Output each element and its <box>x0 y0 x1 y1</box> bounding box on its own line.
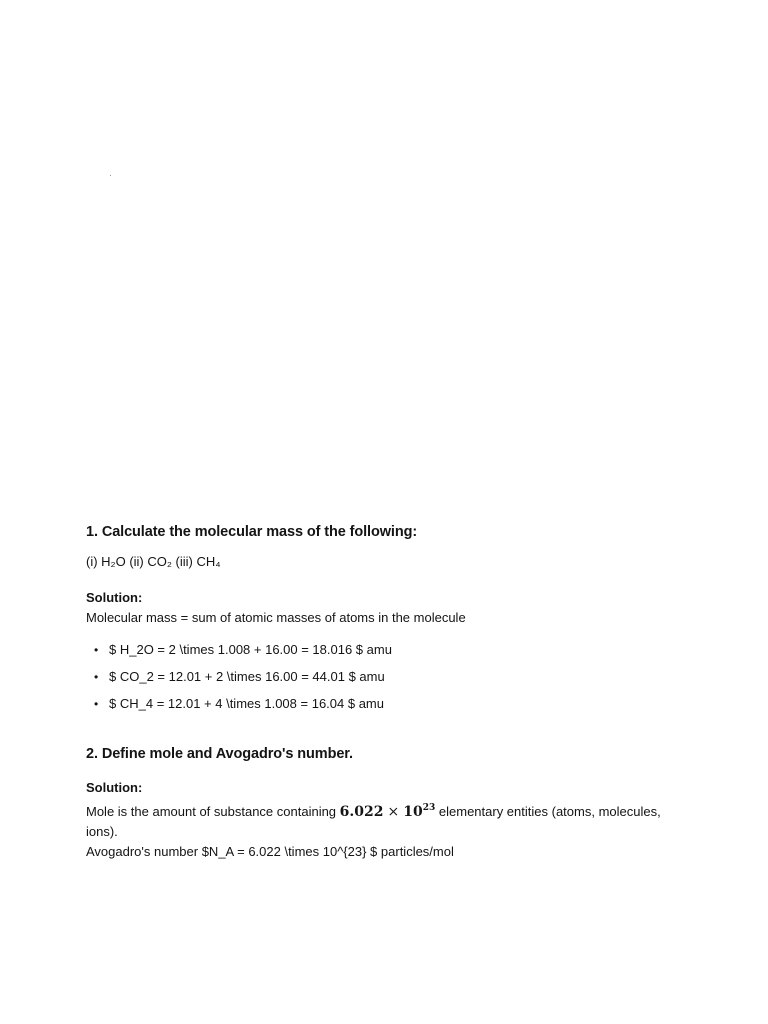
avogadro-math-expression <box>340 804 436 820</box>
question-2-heading: 2. Define mole and Avogadro's number. <box>86 746 353 762</box>
question-1-solution <box>86 588 686 714</box>
solution-label: Solution: <box>86 590 143 605</box>
document-content <box>86 522 686 862</box>
list-item <box>94 667 686 687</box>
stray-dot-mark <box>110 175 111 176</box>
question-1-subtitle: (i) H₂O (ii) CO₂ (iii) CH₄ <box>86 554 221 569</box>
bullet-icon: • <box>94 697 99 711</box>
question-1-heading: 1. Calculate the molecular mass of the following: <box>86 524 418 540</box>
mole-definition-text-start: Mole is the amount of substance containing <box>86 804 337 819</box>
list-item-text: $ CO_2 = 12.01 + 2 \times 16.00 = 44.01 $ amu <box>109 669 385 684</box>
list-item-text: $ CH_4 = 12.01 + 4 \times 1.008 = 16.04 $ amu <box>109 696 384 711</box>
question-2-solution <box>86 778 686 862</box>
math-mantissa: 6.022 <box>339 804 384 820</box>
mole-definition <box>86 798 686 842</box>
math-base: 10 <box>403 804 423 820</box>
avogadro-number-line: Avogadro's number $N_A = 6.022 \times 10^{23} $ particles/mol <box>86 844 454 859</box>
math-exponent: 23 <box>422 803 436 813</box>
list-item <box>94 640 686 660</box>
mole-definition-text-end: elementary entities (atoms, molecules, ions). <box>86 804 661 839</box>
bullet-icon: • <box>94 643 99 657</box>
math-times-sign: × <box>387 804 400 820</box>
solution-intro: Molecular mass = sum of atomic masses of atoms in the molecule <box>86 610 466 625</box>
bullet-icon: • <box>94 670 99 684</box>
molecular-mass-list <box>86 640 686 714</box>
list-item-text: $ H_2O = 2 \times 1.008 + 16.00 = 18.016 $ amu <box>109 642 392 657</box>
solution-label: Solution: <box>86 780 143 795</box>
list-item <box>94 694 686 714</box>
